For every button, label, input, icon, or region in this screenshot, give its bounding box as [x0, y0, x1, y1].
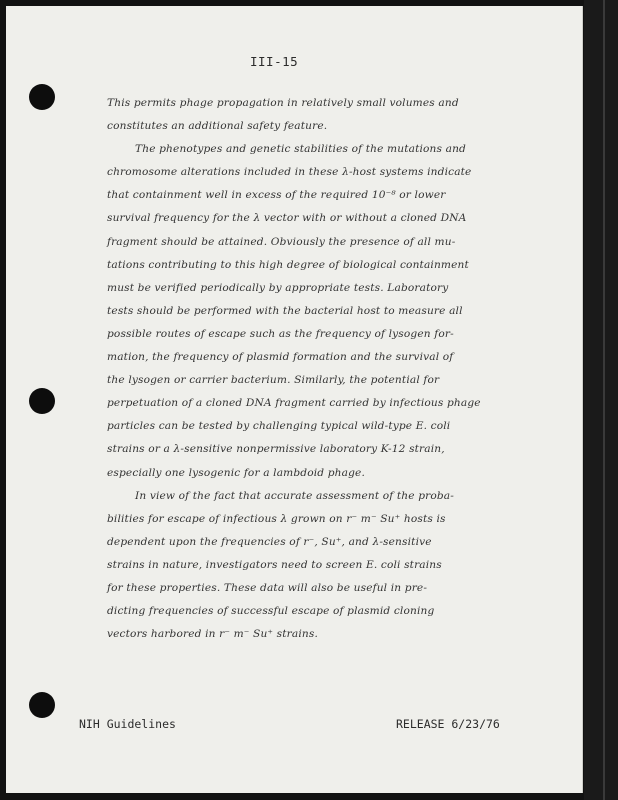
text-line: This permits phage propagation in relatively small volumes and	[107, 97, 459, 109]
text-line: must be verified periodically by appropriate tests. Laboratory	[107, 281, 449, 294]
text-line: possible routes of escape such as the frequency of lysogen for-	[107, 327, 454, 340]
text-line: survival frequency for the λ vector with or without a cloned DNA	[107, 212, 467, 225]
body-text	[107, 92, 517, 646]
text-line: dependent upon the frequencies of r⁻, Su⁺, and λ-sensitive	[107, 535, 432, 548]
text-line: tations contributing to this high degree of biological containment	[107, 258, 469, 271]
text-line: strains or a λ-sensitive nonpermissive laboratory K-12 strain,	[107, 443, 445, 456]
binder-hole-top	[29, 84, 55, 110]
text-line: fragment should be attained. Obviously the presence of all mu-	[107, 235, 456, 248]
text-line: dicting frequencies of successful escape of plasmid cloning	[107, 605, 435, 618]
text-line: strains in nature, investigators need to screen E. coli strains	[107, 558, 442, 571]
text-line: mation, the frequency of plasmid formation and the survival of	[107, 351, 454, 364]
text-line: vectors harbored in r⁻ m⁻ Su⁺ strains.	[107, 628, 318, 641]
scanner-background	[584, 0, 618, 800]
text-line: that containment well in excess of the required 10⁻⁸ or lower	[107, 189, 446, 202]
footer-release-date: RELEASE 6/23/76	[396, 717, 500, 731]
scanner-edge	[603, 0, 605, 800]
footer-title: NIH Guidelines	[79, 717, 176, 731]
text-line: for these properties. These data will also be useful in pre-	[107, 581, 428, 594]
text-line: chromosome alterations included in these λ-host systems indicate	[107, 166, 472, 179]
text-line: In view of the fact that accurate assessment of the proba-	[135, 489, 455, 502]
text-line: particles can be tested by challenging typical wild-type E. coli	[107, 420, 451, 433]
binder-hole-bottom	[29, 692, 55, 718]
text-line: the lysogen or carrier bacterium. Similarly, the potential for	[107, 374, 440, 387]
page-number: III-15	[250, 54, 299, 69]
binder-hole-middle	[29, 388, 55, 414]
text-line: especially one lysogenic for a lambdoid phage.	[107, 466, 365, 479]
text-line: perpetuation of a cloned DNA fragment carried by infectious phage	[107, 397, 481, 410]
text-line: The phenotypes and genetic stabilities of the mutations and	[135, 143, 466, 156]
text-line: bilities for escape of infectious λ grown on r⁻ m⁻ Su⁺ hosts is	[107, 512, 446, 525]
document-page	[6, 6, 583, 793]
text-line: constitutes an additional safety feature.	[107, 120, 328, 133]
text-line: tests should be performed with the bacterial host to measure all	[107, 304, 463, 317]
